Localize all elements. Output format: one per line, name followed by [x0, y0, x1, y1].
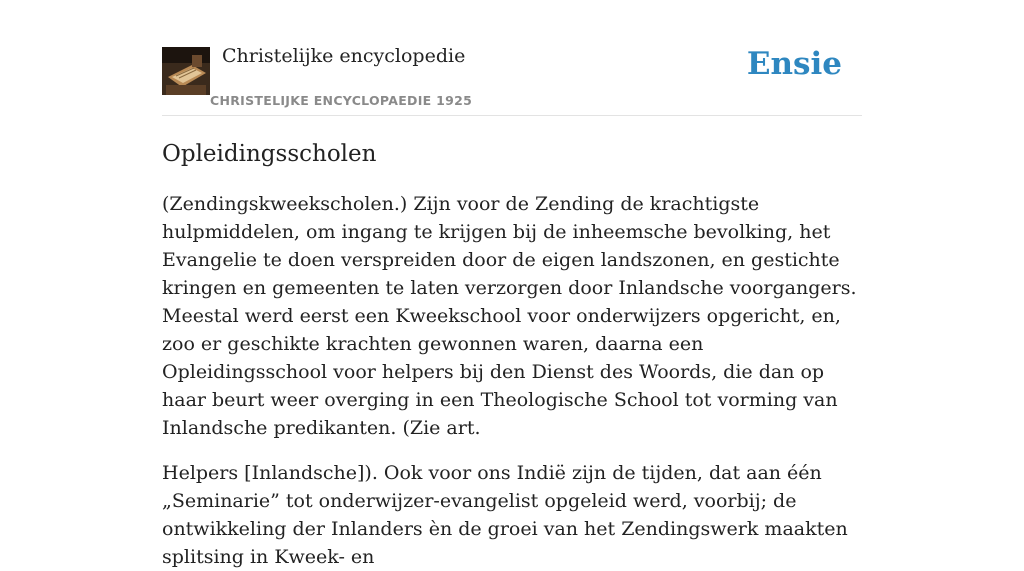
site-title[interactable]: Christelijke encyclopedie	[222, 45, 466, 67]
site-subtitle[interactable]: CHRISTELIJKE ENCYCLOPAEDIE 1925	[210, 93, 473, 108]
article-paragraph: Helpers [Inlandsche]). Ook voor ons Indië zijn de tijden, dat aan één „Seminarie” tot onderwijzer-evangelist opgeleid werd, voorbij; de ontwikkeling der Inlanders èn de groei van het Zendingswerk maakten splitsing in Kweek- en	[162, 462, 848, 568]
site-header	[162, 0, 862, 116]
book-cover-icon[interactable]	[162, 47, 210, 95]
article	[162, 138, 867, 571]
article-paragraph: (Zendingskweekscholen.) Zijn voor de Zending de krachtigste hulpmiddelen, om ingang te krijgen bij de inheemsche bevolking, het Evangelie te doen verspreiden door de eigen landszonen, en gestichte kringen en gemeenten te laten verzorgen door Inlandsche voorgangers. Meestal werd eerst een Kweekschool voor onderwijzers opgericht, en, zoo er geschikte krachten gewonnen waren, daarna een Opleidingsschool voor helpers bij den Dienst des Woords, die dan op haar beurt weer overging in een Theologische School tot vorming van Inlandsche predikanten. (Zie art.	[162, 193, 857, 439]
article-title: Opleidingsscholen	[162, 141, 377, 167]
brand-logo[interactable]: Ensie	[746, 46, 842, 82]
